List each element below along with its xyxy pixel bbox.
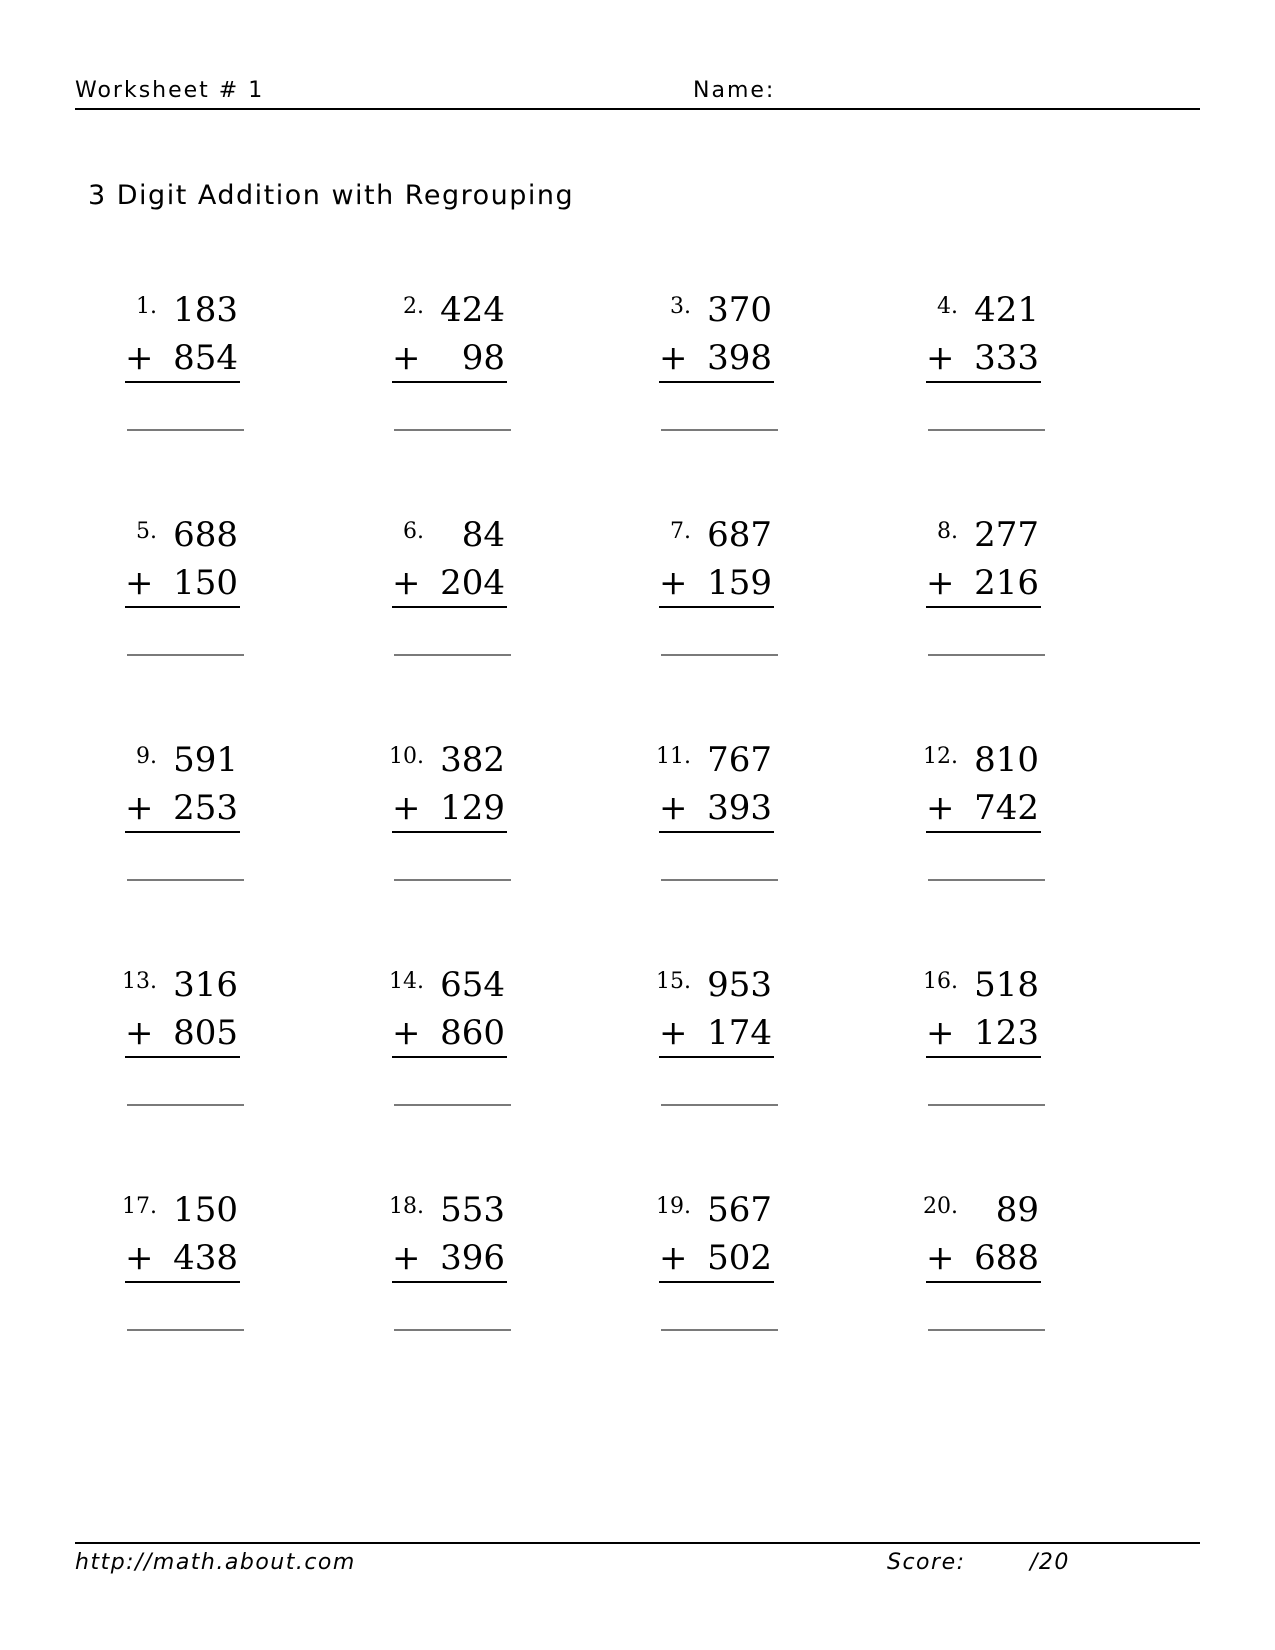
worksheet-footer — [75, 1542, 1200, 1575]
top-addend: 150 — [173, 1190, 238, 1230]
score-label: Score: — [887, 1550, 966, 1575]
sum-rule — [926, 606, 1041, 608]
sum-rule — [926, 831, 1041, 833]
problem-number: 6. — [403, 519, 424, 544]
problem-number: 5. — [136, 519, 157, 544]
score-total: /20 — [1030, 1550, 1070, 1575]
worksheet-number: Worksheet # 1 — [75, 78, 265, 103]
addition-problem — [604, 965, 854, 1165]
top-addend: 767 — [707, 740, 772, 780]
addition-problem — [337, 515, 587, 715]
bottom-addend: 123 — [974, 1013, 1039, 1053]
problem-number: 17. — [122, 1194, 157, 1219]
plus-sign: + — [392, 563, 421, 603]
top-addend: 421 — [974, 290, 1039, 330]
addition-problem — [70, 965, 320, 1165]
sum-rule — [659, 1281, 774, 1283]
addition-problem — [337, 740, 587, 940]
bottom-addend: 159 — [707, 563, 772, 603]
problem-number: 11. — [656, 744, 691, 769]
plus-sign: + — [125, 563, 154, 603]
name-label: Name: — [693, 78, 776, 103]
top-addend: 688 — [173, 515, 238, 555]
answer-line[interactable] — [928, 654, 1045, 656]
bottom-addend: 502 — [707, 1238, 772, 1278]
bottom-addend: 98 — [461, 338, 505, 378]
bottom-addend: 216 — [974, 563, 1039, 603]
problem-number: 10. — [389, 744, 424, 769]
sum-rule — [926, 1281, 1041, 1283]
problem-number: 18. — [389, 1194, 424, 1219]
top-addend: 84 — [461, 515, 505, 555]
worksheet-title: 3 Digit Addition with Regrouping — [88, 180, 575, 211]
addition-problem — [871, 965, 1121, 1165]
plus-sign: + — [926, 338, 955, 378]
answer-line[interactable] — [928, 1329, 1045, 1331]
plus-sign: + — [125, 338, 154, 378]
answer-line[interactable] — [127, 879, 244, 881]
top-addend: 316 — [173, 965, 238, 1005]
answer-line[interactable] — [394, 1329, 511, 1331]
answer-line[interactable] — [394, 879, 511, 881]
plus-sign: + — [125, 788, 154, 828]
plus-sign: + — [125, 1238, 154, 1278]
plus-sign: + — [392, 788, 421, 828]
answer-line[interactable] — [127, 654, 244, 656]
plus-sign: + — [926, 563, 955, 603]
problem-number: 1. — [136, 294, 157, 319]
answer-line[interactable] — [661, 1329, 778, 1331]
sum-rule — [125, 1056, 240, 1058]
problem-number: 4. — [937, 294, 958, 319]
bottom-addend: 438 — [173, 1238, 238, 1278]
addition-problem — [70, 515, 320, 715]
addition-problem — [337, 290, 587, 490]
bottom-addend: 688 — [974, 1238, 1039, 1278]
top-addend: 518 — [974, 965, 1039, 1005]
problem-number: 14. — [389, 969, 424, 994]
bottom-addend: 742 — [974, 788, 1039, 828]
answer-line[interactable] — [394, 654, 511, 656]
addition-problem — [70, 1190, 320, 1390]
addition-problem — [871, 290, 1121, 490]
plus-sign: + — [392, 338, 421, 378]
top-addend: 183 — [173, 290, 238, 330]
plus-sign: + — [659, 1013, 688, 1053]
top-addend: 567 — [707, 1190, 772, 1230]
sum-rule — [392, 1281, 507, 1283]
plus-sign: + — [659, 563, 688, 603]
bottom-addend: 854 — [173, 338, 238, 378]
plus-sign: + — [125, 1013, 154, 1053]
bottom-addend: 860 — [440, 1013, 505, 1053]
addition-problem — [604, 290, 854, 490]
addition-problem — [70, 740, 320, 940]
source-url: http://math.about.com — [75, 1550, 356, 1575]
plus-sign: + — [926, 788, 955, 828]
plus-sign: + — [392, 1238, 421, 1278]
bottom-addend: 333 — [974, 338, 1039, 378]
top-addend: 89 — [995, 1190, 1039, 1230]
plus-sign: + — [659, 1238, 688, 1278]
addition-problem — [337, 1190, 587, 1390]
answer-line[interactable] — [127, 1104, 244, 1106]
sum-rule — [392, 381, 507, 383]
bottom-addend: 398 — [707, 338, 772, 378]
top-addend: 424 — [440, 290, 505, 330]
sum-rule — [659, 381, 774, 383]
answer-line[interactable] — [127, 429, 244, 431]
top-addend: 654 — [440, 965, 505, 1005]
answer-line[interactable] — [127, 1329, 244, 1331]
sum-rule — [125, 831, 240, 833]
bottom-addend: 396 — [440, 1238, 505, 1278]
addition-problem — [604, 1190, 854, 1390]
bottom-addend: 150 — [173, 563, 238, 603]
answer-line[interactable] — [661, 879, 778, 881]
answer-line[interactable] — [928, 1104, 1045, 1106]
addition-problem — [871, 740, 1121, 940]
addition-problem — [871, 1190, 1121, 1390]
problem-number: 20. — [923, 1194, 958, 1219]
top-addend: 591 — [173, 740, 238, 780]
addition-problem — [70, 290, 320, 490]
answer-line[interactable] — [394, 1104, 511, 1106]
bottom-addend: 174 — [707, 1013, 772, 1053]
sum-rule — [659, 831, 774, 833]
top-addend: 277 — [974, 515, 1039, 555]
top-addend: 382 — [440, 740, 505, 780]
answer-line[interactable] — [661, 1104, 778, 1106]
plus-sign: + — [926, 1013, 955, 1053]
bottom-addend: 393 — [707, 788, 772, 828]
plus-sign: + — [392, 1013, 421, 1053]
plus-sign: + — [926, 1238, 955, 1278]
sum-rule — [926, 381, 1041, 383]
problem-number: 9. — [136, 744, 157, 769]
bottom-addend: 805 — [173, 1013, 238, 1053]
addition-problem — [337, 965, 587, 1165]
problem-number: 16. — [923, 969, 958, 994]
addition-problem — [604, 515, 854, 715]
bottom-addend: 253 — [173, 788, 238, 828]
bottom-addend: 204 — [440, 563, 505, 603]
sum-rule — [926, 1056, 1041, 1058]
sum-rule — [125, 381, 240, 383]
problem-number: 8. — [937, 519, 958, 544]
addition-problem — [871, 515, 1121, 715]
addition-problem — [604, 740, 854, 940]
sum-rule — [125, 606, 240, 608]
problem-number: 7. — [670, 519, 691, 544]
answer-line[interactable] — [928, 879, 1045, 881]
top-addend: 810 — [974, 740, 1039, 780]
problem-number: 3. — [670, 294, 691, 319]
answer-line[interactable] — [661, 429, 778, 431]
answer-line[interactable] — [394, 429, 511, 431]
bottom-addend: 129 — [440, 788, 505, 828]
top-addend: 553 — [440, 1190, 505, 1230]
problem-number: 13. — [122, 969, 157, 994]
worksheet-header — [75, 72, 1200, 110]
answer-line[interactable] — [928, 429, 1045, 431]
problem-number: 15. — [656, 969, 691, 994]
top-addend: 953 — [707, 965, 772, 1005]
plus-sign: + — [659, 338, 688, 378]
plus-sign: + — [659, 788, 688, 828]
sum-rule — [392, 831, 507, 833]
problem-number: 2. — [403, 294, 424, 319]
sum-rule — [392, 1056, 507, 1058]
problem-number: 19. — [656, 1194, 691, 1219]
answer-line[interactable] — [661, 654, 778, 656]
top-addend: 687 — [707, 515, 772, 555]
sum-rule — [659, 606, 774, 608]
problem-number: 12. — [923, 744, 958, 769]
top-addend: 370 — [707, 290, 772, 330]
sum-rule — [659, 1056, 774, 1058]
sum-rule — [125, 1281, 240, 1283]
sum-rule — [392, 606, 507, 608]
